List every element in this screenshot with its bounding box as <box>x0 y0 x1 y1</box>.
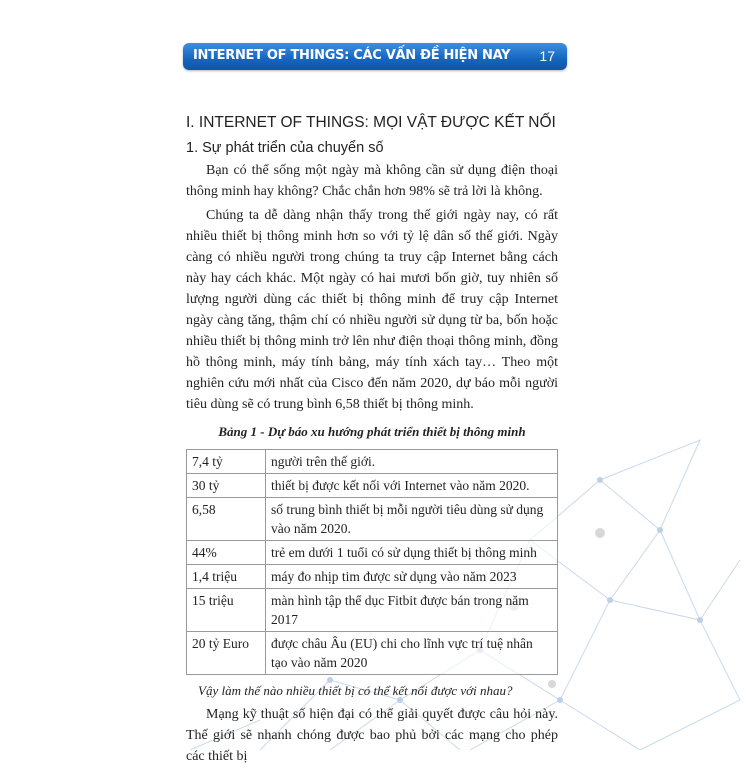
paragraph: Bạn có thể sống một ngày mà không cần sử dụng điện thoại thông minh hay không? Chắc chắn hơn 98% sẽ trả lời là không. <box>186 163 558 199</box>
subsection-title: 1. Sự phát triển của chuyển số <box>186 140 384 156</box>
row-value: 15 triệu <box>187 589 266 632</box>
row-description: được châu Âu (EU) chi cho lĩnh vực trí tuệ nhân tạo vào năm 2020 <box>266 632 558 675</box>
table-caption: Bảng 1 - Dự báo xu hướng phát triển thiết bị thông minh <box>218 424 526 439</box>
row-value: 7,4 tỷ <box>187 450 266 474</box>
row-value: 30 tỷ <box>187 474 266 498</box>
row-value: 6,58 <box>187 498 266 541</box>
row-value: 44% <box>187 541 266 565</box>
table-row <box>187 541 558 565</box>
header-title: INTERNET OF THINGS: CÁC VẤN ĐỀ HIỆN NAY <box>193 48 511 63</box>
row-description: người trên thế giới. <box>266 450 558 474</box>
table-row <box>187 498 558 541</box>
row-description: màn hình tập thể dục Fitbit được bán trong năm 2017 <box>266 589 558 632</box>
section-title: I. INTERNET OF THINGS: MỌI VẬT ĐƯỢC KẾT NỐI <box>186 114 556 131</box>
table-row <box>187 632 558 675</box>
row-description: máy đo nhịp tim được sử dụng vào năm 2023 <box>266 565 558 589</box>
table-row <box>187 589 558 632</box>
table-row <box>187 565 558 589</box>
table-row <box>187 474 558 498</box>
forecast-table <box>186 449 558 675</box>
row-value: 20 tỷ Euro <box>187 632 266 675</box>
row-description: trẻ em dưới 1 tuổi có sử dụng thiết bị thông minh <box>266 541 558 565</box>
table-row <box>187 450 558 474</box>
page-content <box>186 0 558 767</box>
row-description: thiết bị được kết nối với Internet vào năm 2020. <box>266 474 558 498</box>
page-number: 17 <box>539 48 555 64</box>
question-text: Vậy làm thế nào nhiều thiết bị có thể kết nối được với nhau? <box>198 683 513 698</box>
paragraph: Chúng ta dễ dàng nhận thấy trong thế giới ngày nay, có rất nhiều thiết bị thông minh hơn so với tỷ lệ dân số thế giới. Ngày càng có nhiều người trong chúng ta truy cập Internet bằng cách này hay cách khác. Một ngày có hai mươi bốn giờ, tuy nhiên số lượng người dùng các thiết bị thông minh để truy cập Internet ngày càng tăng, thậm chí có nhiều người sử dụng từ ba, bốn hoặc nhiều thiết bị thông minh trở lên như điện thoại thông minh, đồng hồ thông minh, máy tính bảng, máy tính xách tay… Theo một nghiên cứu mới nhất của Cisco đến năm 2020, dự báo mỗi người tiêu dùng sẽ có trung bình 6,58 thiết bị thông minh. <box>186 208 558 412</box>
paragraph: Mạng kỹ thuật số hiện đại có thể giải quyết được câu hỏi này. Thế giới sẽ nhanh chóng được bao phủ bởi các mạng cho phép các thiết bị <box>186 707 558 764</box>
row-description: số trung bình thiết bị mỗi người tiêu dùng sử dụng vào năm 2020. <box>266 498 558 541</box>
row-value: 1,4 triệu <box>187 565 266 589</box>
